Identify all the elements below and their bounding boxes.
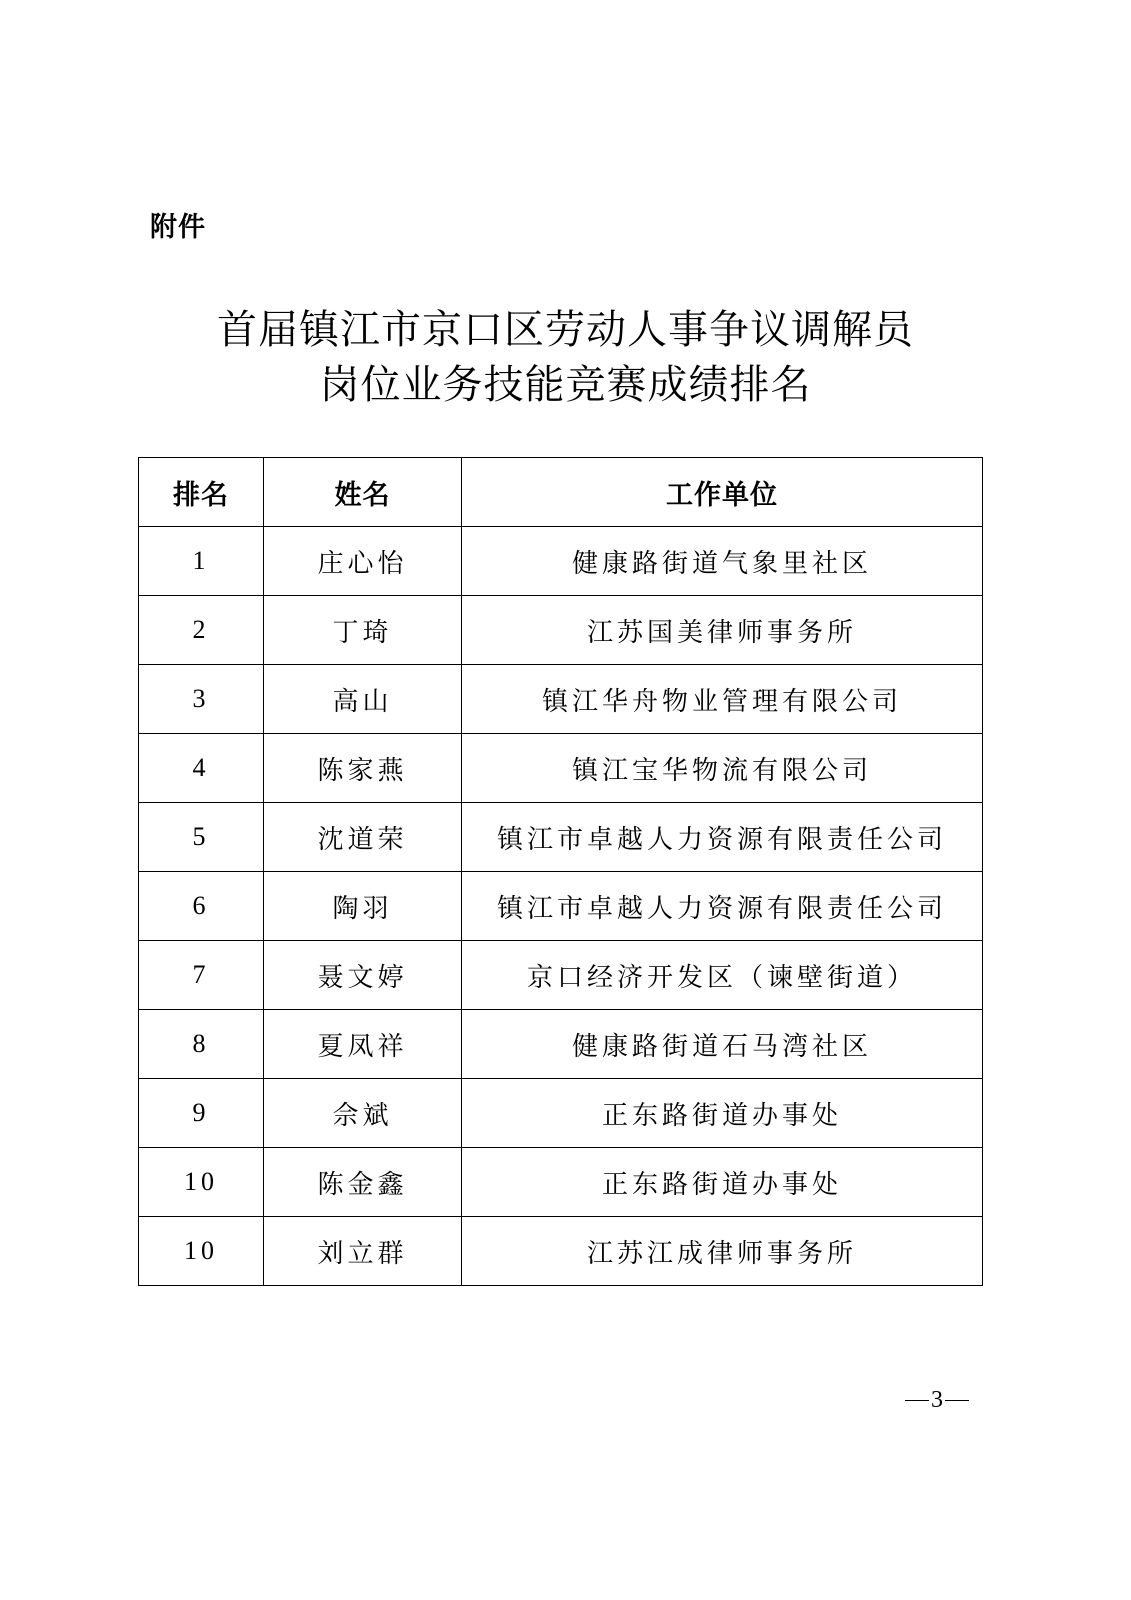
rank-cell: 1	[139, 527, 264, 596]
rank-cell: 7	[139, 941, 264, 1010]
document-title-line-2: 岗位业务技能竞赛成绩排名	[319, 362, 812, 408]
rank-cell: 4	[139, 734, 264, 803]
rank-cell: 10	[139, 1148, 264, 1217]
name-cell: 夏凤祥	[264, 1010, 462, 1079]
table-row	[139, 1217, 983, 1286]
ranking-table	[138, 457, 983, 1286]
name-cell: 沈道荣	[264, 803, 462, 872]
table-row	[139, 1079, 983, 1148]
name-cell: 刘立群	[264, 1217, 462, 1286]
table-row	[139, 596, 983, 665]
header-unit: 工作单位	[462, 458, 983, 527]
unit-cell: 正东路街道办事处	[462, 1148, 983, 1217]
name-cell: 陶羽	[264, 872, 462, 941]
header-rank: 排名	[139, 458, 264, 527]
name-cell: 高山	[264, 665, 462, 734]
name-cell: 佘斌	[264, 1079, 462, 1148]
unit-cell: 江苏江成律师事务所	[462, 1217, 983, 1286]
unit-cell: 镇江华舟物业管理有限公司	[462, 665, 983, 734]
attachment-label: 附件	[150, 212, 206, 243]
table-row	[139, 527, 983, 596]
table-header-row	[139, 458, 983, 527]
unit-cell: 健康路街道气象里社区	[462, 527, 983, 596]
name-cell: 丁琦	[264, 596, 462, 665]
rank-cell: 2	[139, 596, 264, 665]
table-row	[139, 734, 983, 803]
rank-cell: 8	[139, 1010, 264, 1079]
page-number-dash-right	[945, 1400, 969, 1402]
rank-cell: 10	[139, 1217, 264, 1286]
table-row	[139, 1010, 983, 1079]
name-cell: 庄心怡	[264, 527, 462, 596]
rank-cell: 6	[139, 872, 264, 941]
name-cell: 聂文婷	[264, 941, 462, 1010]
unit-cell: 镇江宝华物流有限公司	[462, 734, 983, 803]
page-number-dash-left	[905, 1400, 929, 1402]
rank-cell: 5	[139, 803, 264, 872]
name-cell: 陈家燕	[264, 734, 462, 803]
page-number	[905, 1387, 969, 1414]
unit-cell: 江苏国美律师事务所	[462, 596, 983, 665]
unit-cell: 健康路街道石马湾社区	[462, 1010, 983, 1079]
document-title-line-1: 首届镇江市京口区劳动人事争议调解员	[217, 307, 914, 353]
unit-cell: 正东路街道办事处	[462, 1079, 983, 1148]
unit-cell: 京口经济开发区（谏壁街道）	[462, 941, 983, 1010]
header-name: 姓名	[264, 458, 462, 527]
name-cell: 陈金鑫	[264, 1148, 462, 1217]
unit-cell: 镇江市卓越人力资源有限责任公司	[462, 803, 983, 872]
unit-cell: 镇江市卓越人力资源有限责任公司	[462, 872, 983, 941]
table-row	[139, 1148, 983, 1217]
table-row	[139, 803, 983, 872]
table-row	[139, 665, 983, 734]
table-row	[139, 941, 983, 1010]
rank-cell: 9	[139, 1079, 264, 1148]
page-number-value: 3	[931, 1387, 943, 1413]
table-row	[139, 872, 983, 941]
rank-cell: 3	[139, 665, 264, 734]
